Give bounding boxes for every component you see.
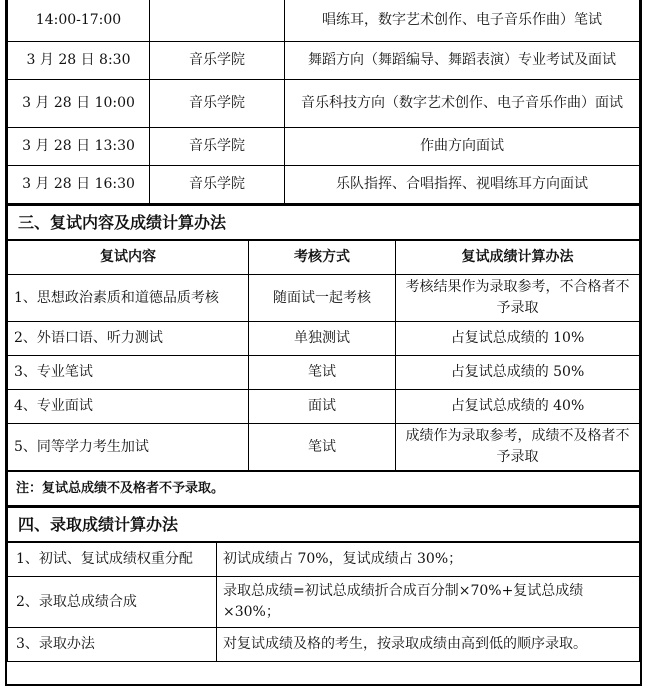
section-title-row (8, 205, 640, 240)
table-row (8, 42, 640, 80)
retest-item: 2、外语口语、听力测试 (8, 322, 249, 356)
note-row (8, 471, 640, 506)
schedule-content: 音乐科技方向（数字艺术创作、电子音乐作曲）面试 (285, 80, 640, 128)
schedule-college: 音乐学院 (150, 80, 285, 128)
schedule-content: 乐队指挥、合唱指挥、视唱练耳方向面试 (285, 166, 640, 204)
retest-method: 面试 (249, 390, 396, 424)
retest-item: 3、专业笔试 (8, 356, 249, 390)
retest-item: 4、专业面试 (8, 390, 249, 424)
table-row (8, 542, 640, 577)
retest-calc: 成绩作为录取参考，成绩不及格者不予录取 (396, 424, 640, 472)
admission-label: 1、初试、复试成绩权重分配 (8, 542, 217, 577)
retest-calc: 考核结果作为录取参考，不合格者不予录取 (396, 275, 640, 322)
table-row (8, 0, 640, 42)
schedule-college: 音乐学院 (150, 166, 285, 204)
table-row (8, 166, 640, 204)
admission-table (7, 506, 640, 662)
retest-calc: 占复试总成绩的 10% (396, 322, 640, 356)
retest-calc: 占复试总成绩的 50% (396, 356, 640, 390)
schedule-table (7, 0, 640, 204)
schedule-content: 舞蹈方向（舞蹈编导、舞蹈表演）专业考试及面试 (285, 42, 640, 80)
admission-label: 3、录取办法 (8, 628, 217, 662)
table-row (8, 275, 640, 322)
schedule-time: 14:00-17:00 (8, 0, 150, 42)
schedule-college: 音乐学院 (150, 128, 285, 166)
retest-note: 注：复试总成绩不及格者不予录取。 (8, 471, 640, 506)
section-3-title: 三、复试内容及成绩计算办法 (8, 205, 640, 240)
schedule-time: 3 月 28 日 8:30 (8, 42, 150, 80)
admission-label: 2、录取总成绩合成 (8, 577, 217, 628)
table-row (8, 424, 640, 472)
schedule-time: 3 月 28 日 16:30 (8, 166, 150, 204)
table-row (8, 628, 640, 662)
document-table-frame (5, 0, 642, 686)
schedule-time: 3 月 28 日 13:30 (8, 128, 150, 166)
admission-value: 对复试成绩及格的考生，按录取成绩由高到低的顺序录取。 (217, 628, 640, 662)
header-calc: 复试成绩计算办法 (396, 240, 640, 275)
schedule-content: 唱练耳，数字艺术创作、电子音乐作曲）笔试 (285, 0, 640, 42)
retest-item: 1、思想政治素质和道德品质考核 (8, 275, 249, 322)
table-row (8, 356, 640, 390)
table-row (8, 128, 640, 166)
retest-method: 随面试一起考核 (249, 275, 396, 322)
retest-table (7, 204, 640, 506)
retest-item: 5、同等学力考生加试 (8, 424, 249, 472)
section-4-title: 四、录取成绩计算办法 (8, 507, 640, 542)
retest-method: 单独测试 (249, 322, 396, 356)
admission-value: 录取总成绩=初试总成绩折合成百分制×70%+复试总成绩×30%； (217, 577, 640, 628)
schedule-content: 作曲方向面试 (285, 128, 640, 166)
schedule-college (150, 0, 285, 42)
table-row (8, 577, 640, 628)
table-row (8, 322, 640, 356)
header-content: 复试内容 (8, 240, 249, 275)
header-method: 考核方式 (249, 240, 396, 275)
schedule-time: 3 月 28 日 10:00 (8, 80, 150, 128)
admission-value: 初试成绩占 70%，复试成绩占 30%； (217, 542, 640, 577)
table-row (8, 80, 640, 128)
table-row (8, 390, 640, 424)
table-header-row (8, 240, 640, 275)
schedule-college: 音乐学院 (150, 42, 285, 80)
retest-method: 笔试 (249, 356, 396, 390)
section-title-row (8, 507, 640, 542)
retest-method: 笔试 (249, 424, 396, 472)
retest-calc: 占复试总成绩的 40% (396, 390, 640, 424)
